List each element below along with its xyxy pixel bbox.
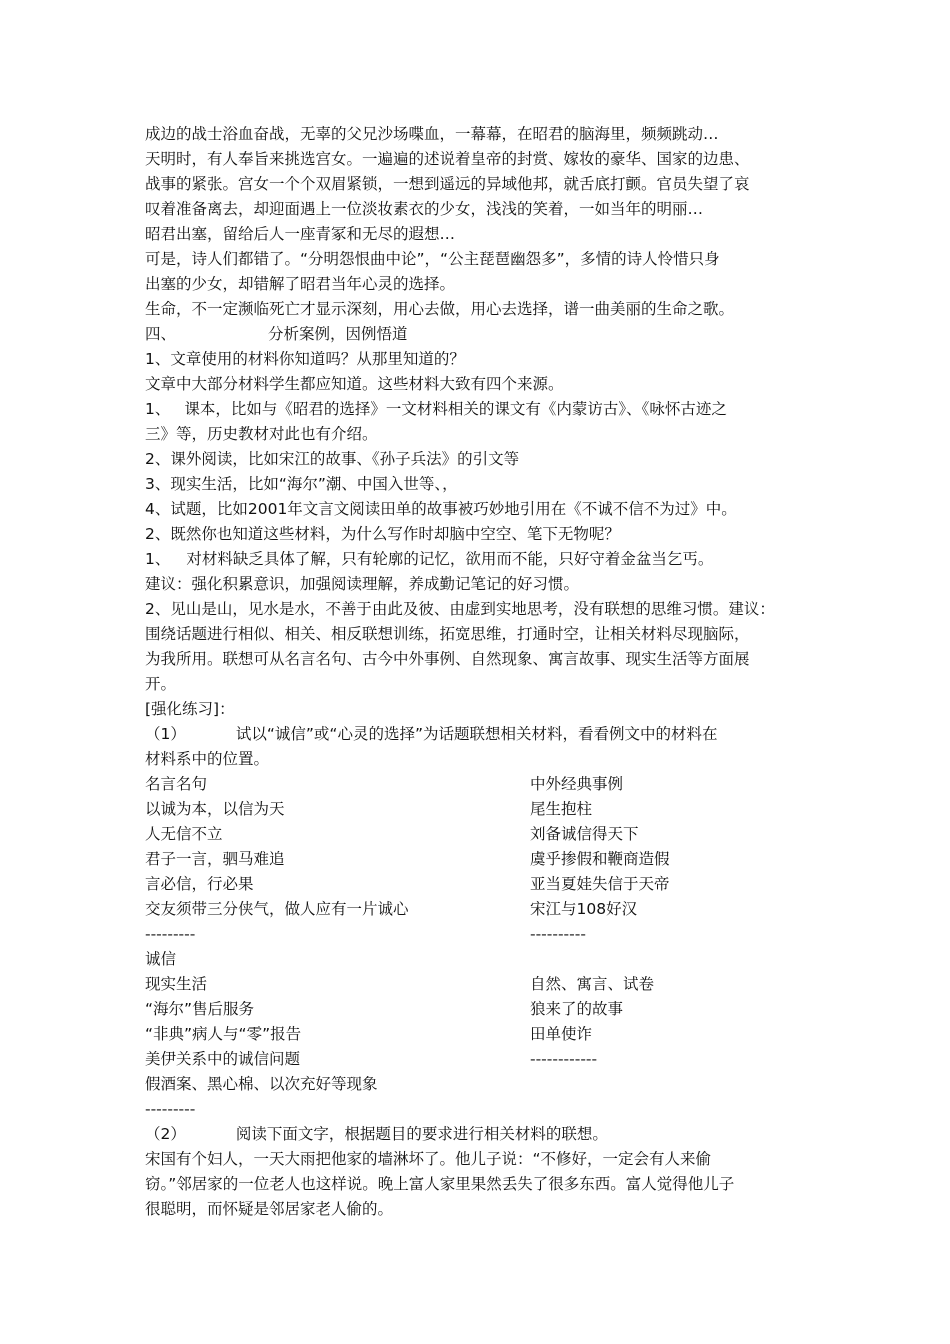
paragraph-line: 3、现实生活，比如“海尔”潮、中国入世等、， — [145, 475, 458, 493]
paragraph-line: 围绕话题进行相似、相关、相反联想训练，拓宽思维，打通时空，让相关材料尽现脑际， — [145, 625, 750, 643]
list-text: 对材料缺乏具体了解，只有轮廓的记忆，欲用而不能，只好守着金盆当乞丐。 — [186, 550, 714, 568]
cell-left: “非典”病人与“零”报告 — [145, 1025, 302, 1043]
cell-left: 人无信不立 — [145, 825, 223, 843]
paragraph-line: 战事的紧张。宫女一个个双眉紧锁，一想到遥远的异域他邦，就舌底打颤。官员失望了哀 — [145, 175, 750, 193]
paragraph-line: 出塞的少女，却错解了昭君当年心灵的选择。 — [145, 275, 456, 293]
table-row — [145, 972, 815, 997]
list-item — [145, 397, 815, 422]
paragraph-line: 成边的战士浴血奋战，无辜的父兄沙场喋血，一幕幕，在昭君的脑海里，频频跳动… — [145, 125, 719, 143]
paragraph-line: 2、既然你也知道这些材料，为什么写作时却脑中空空、笔下无物呢？ — [145, 525, 620, 543]
cell-left: 交友须带三分侠气，做人应有一片诚心 — [145, 900, 409, 918]
exercise-text: 试以“诚信”或“心灵的选择”为话题联想相关材料，看看例文中的材料在 — [235, 725, 718, 743]
list-text: 课本，比如与《昭君的选择》一文材料相关的课文有《内蒙访古》、《咏怀古迹之 — [184, 400, 727, 418]
cell-right: 虞乎掺假和鞭商造假 — [530, 850, 670, 868]
section-number: 四、 — [145, 325, 177, 343]
cell-right: 宋江与108好汉 — [530, 900, 638, 918]
table-row — [145, 822, 815, 847]
table-row — [145, 772, 815, 797]
cell-left: “海尔”售后服务 — [145, 1000, 255, 1018]
paragraph-line: 为我所用。联想可从名言名句、古今中外事例、自然现象、寓言故事、现实生活等方面展 — [145, 650, 750, 668]
exercise-heading — [145, 722, 815, 747]
center-word: 诚信 — [145, 950, 177, 968]
paragraph-line: 可是，诗人们都错了。“分明怨恨曲中论”，“公主琵琶幽怨多”，多情的诗人怜惜只身 — [145, 250, 720, 268]
table-row — [145, 872, 815, 897]
table-row — [145, 922, 815, 947]
cell-right: ---------- — [530, 925, 586, 943]
document-body — [145, 122, 815, 1222]
section-title: 分析案例，因例悟道 — [268, 325, 408, 343]
list-number: 1、 — [145, 550, 171, 568]
cell-left: 名言名句 — [145, 775, 208, 793]
table-row — [145, 1022, 815, 1047]
cell-left: 言必信，行必果 — [145, 875, 254, 893]
cell-left: 君子一言，驷马难追 — [145, 850, 285, 868]
table-row — [145, 1047, 815, 1072]
paragraph-line: 生命，不一定濒临死亡才显示深刻，用心去做，用心去选择，谱一曲美丽的生命之歌。 — [145, 300, 735, 318]
paragraph-line: 窃。”邻居家的一位老人也这样说。晚上富人家里果然丢失了很多东西。富人觉得他儿子 — [145, 1175, 735, 1193]
paragraph-line: 宋国有个妇人，一天大雨把他家的墙淋坏了。他儿子说：“不修好，一定会有人来偷 — [145, 1150, 712, 1168]
cell-left: 美伊关系中的诚信问题 — [145, 1050, 301, 1068]
table-row — [145, 1072, 815, 1097]
paragraph-line: 1、文章使用的材料你知道吗？从那里知道的？ — [145, 350, 465, 368]
paragraph-line: 三》等，历史教材对此也有介绍。 — [145, 425, 378, 443]
exercise-heading — [145, 1122, 815, 1147]
paragraph-line: 建议：强化积累意识，加强阅读理解，养成勤记笔记的好习惯。 — [145, 575, 580, 593]
table-row — [145, 897, 815, 922]
exercise-number: （1） — [145, 725, 186, 743]
cell-left: 假酒案、黑心棉、以次充好等现象 — [145, 1075, 378, 1093]
paragraph-line: [强化练习]： — [145, 700, 235, 718]
cell-right: 自然、寓言、试卷 — [530, 975, 655, 993]
list-item — [145, 547, 815, 572]
paragraph-line: 天明时，有人奉旨来挑选宫女。一遍遍的述说着皇帝的封赏、嫁妆的豪华、国家的边患、 — [145, 150, 750, 168]
paragraph-line: 文章中大部分材料学生都应知道。这些材料大致有四个来源。 — [145, 375, 564, 393]
paragraph-line: 2、见山是山，见水是水，不善于由此及彼、由虚到实地思考，没有联想的思维习惯。建议： — [145, 600, 775, 618]
paragraph-line: 叹着准备离去，却迎面遇上一位淡妆素衣的少女，浅浅的笑着，一如当年的明丽… — [145, 200, 704, 218]
paragraph-line: 开。 — [145, 675, 177, 693]
cell-right: 亚当夏娃失信于天帝 — [530, 875, 670, 893]
cell-right: ------------ — [530, 1050, 598, 1068]
cell-left: --------- — [145, 925, 196, 943]
paragraph-line: 很聪明，而怀疑是邻居家老人偷的。 — [145, 1200, 394, 1218]
cell-left: 现实生活 — [145, 975, 208, 993]
exercise-text: 阅读下面文字，根据题目的要求进行相关材料的联想。 — [235, 1125, 608, 1143]
exercise-number: （2） — [145, 1125, 186, 1143]
table-row — [145, 997, 815, 1022]
cell-left: 以诚为本，以信为天 — [145, 800, 285, 818]
paragraph-line: 2、课外阅读，比如宋江的故事、《孙子兵法》的引文等 — [145, 450, 520, 468]
cell-right: 刘备诚信得天下 — [530, 825, 639, 843]
paragraph-line: 昭君出塞，留给后人一座青冢和无尽的遐想… — [145, 225, 456, 243]
table-row — [145, 1097, 815, 1122]
table-row — [145, 797, 815, 822]
cell-right: 中外经典事例 — [530, 775, 624, 793]
paragraph-line: 4、试题，比如2001年文言文阅读田单的故事被巧妙地引用在《不诚不信不为过》中。 — [145, 500, 737, 518]
section-heading — [145, 322, 815, 347]
cell-right: 尾生抱柱 — [530, 800, 593, 818]
list-number: 1、 — [145, 400, 171, 418]
cell-right: 田单使诈 — [530, 1025, 593, 1043]
cell-left: --------- — [145, 1100, 196, 1118]
cell-right: 狼来了的故事 — [530, 1000, 624, 1018]
paragraph-line: 材料系中的位置。 — [145, 750, 270, 768]
table-row — [145, 847, 815, 872]
